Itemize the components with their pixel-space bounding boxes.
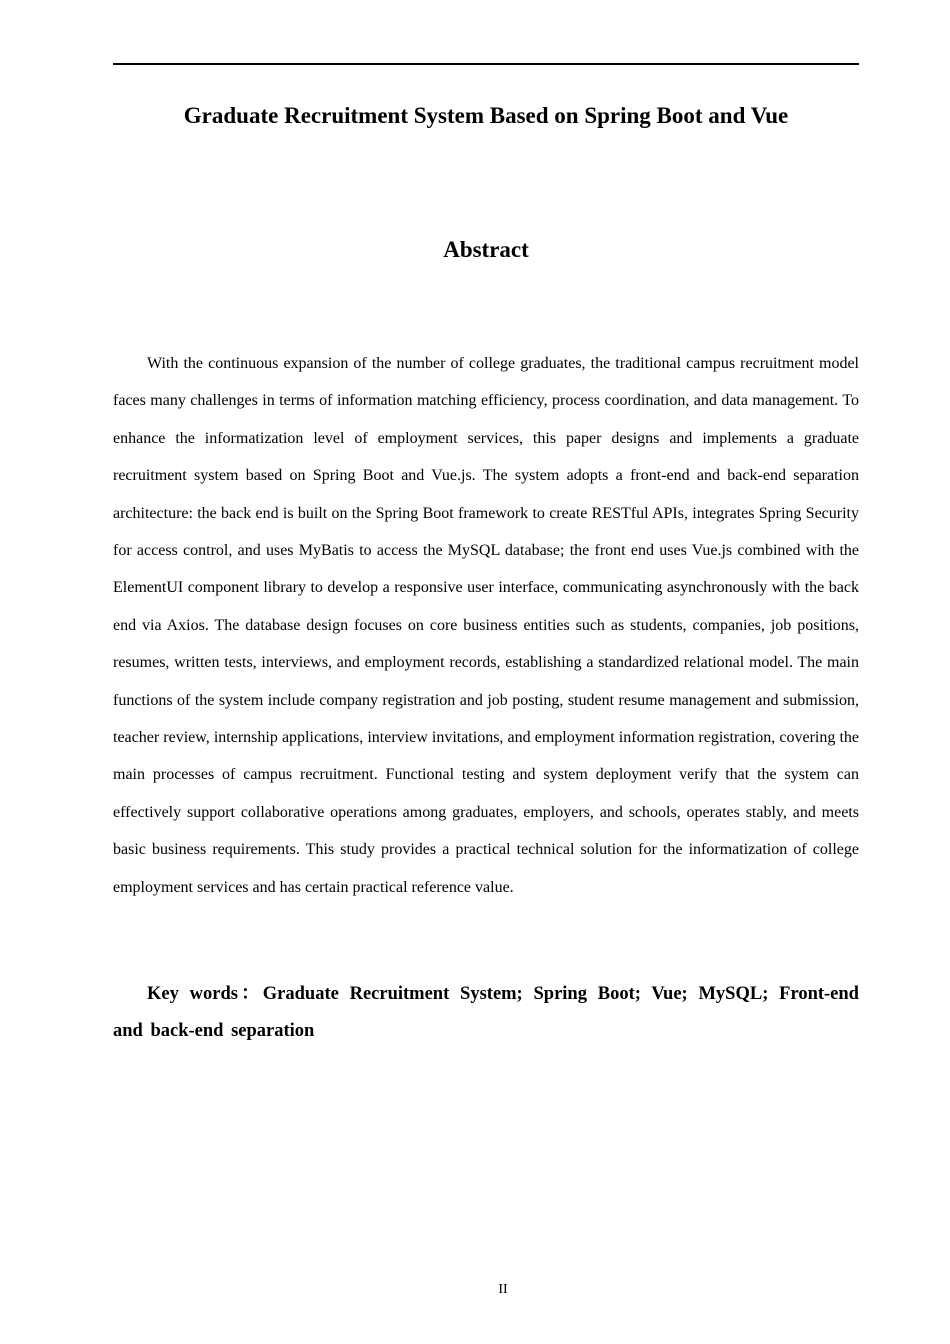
abstract-heading: Abstract xyxy=(443,237,529,262)
abstract-body: With the continuous expansion of the number of college graduates, the traditional campus recruitment model faces many challenges in terms of information matching efficiency, process coordination, and data management. To enhance the informatization level of employment services, this paper designs and implements a graduate recruitment system based on Spring Boot and Vue.js. The system adopts a front-end and back-end separation architecture: the back end is built on the Spring Boot framework to create RESTful APIs, integrates Spring Security for access control, and uses MyBatis to access the MySQL database; the front end uses Vue.js combined with the ElementUI component library to develop a responsive user interface, communicating asynchronously with the back end via Axios. The database design focuses on core business entities such as students, companies, job positions, resumes, written tests, interviews, and employment records, establishing a standardized relational model. The main functions of the system include company registration and job posting, student resume management and submission, teacher review, internship applications, interview invitations, and employment information registration, covering the main processes of campus recruitment. Functional testing and system deployment verify that the system can effectively support collaborative operations among graduates, employers, and schools, operates stably, and meets basic business requirements. This study provides a practical technical solution for the informatization of college employment services and has certain practical reference value. xyxy=(113,355,859,896)
keywords xyxy=(113,976,859,1050)
header-rule xyxy=(113,63,859,65)
keywords-text: Graduate Recruitment System; Spring Boot; Vue; MySQL; Front-end and back-end separation xyxy=(113,984,859,1041)
page-number: II xyxy=(498,1282,508,1297)
paper-title: Graduate Recruitment System Based on Spring Boot and Vue xyxy=(183,103,789,128)
keywords-label: Key words： xyxy=(147,984,263,1004)
